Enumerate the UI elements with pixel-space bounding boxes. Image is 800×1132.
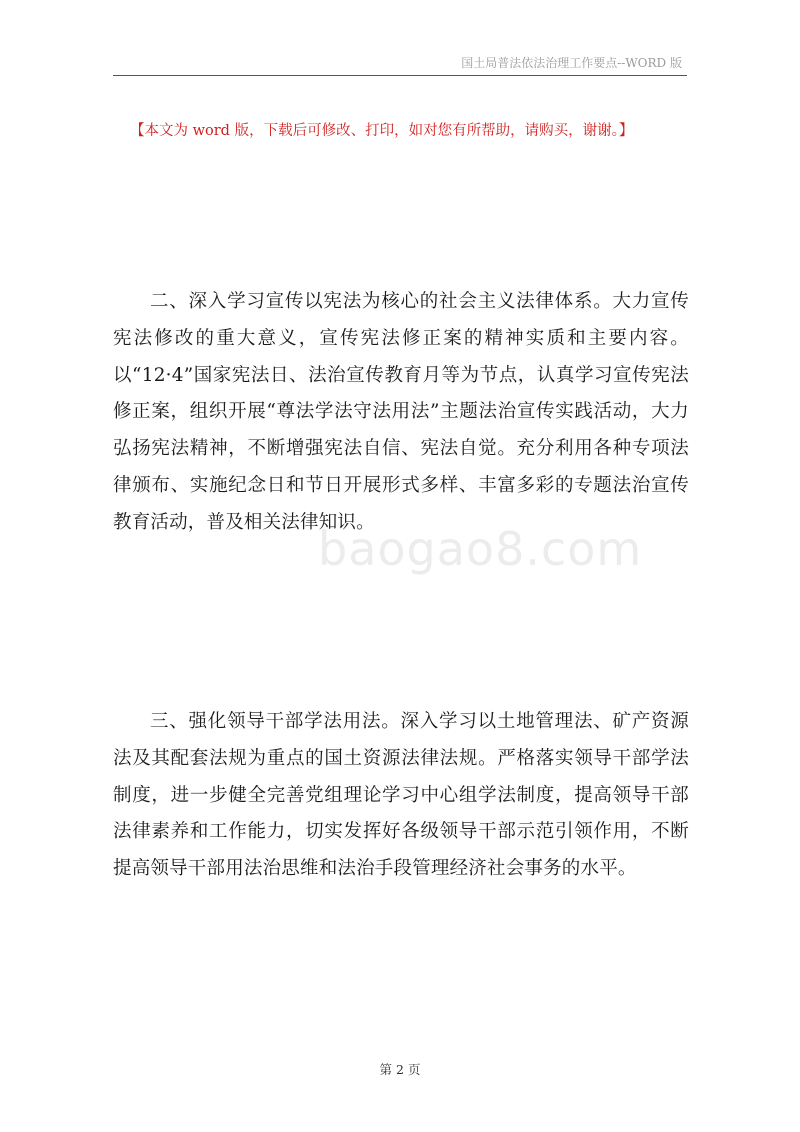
header-title: 国土局普法依法治理工作要点--WORD 版 [461,56,682,70]
paragraph-section-3: 三、强化领导干部学法用法。深入学习以土地管理法、矿产资源法及其配套法规为重点的国土资源法律法规。严格落实领导干部学法制度，进一步健全完善党组理论学习中心组学法制度，提高领导干部法律素养和工作能力，切实发挥好各级领导干部示范引领作用，不断提高领导干部用法治思维和法治手段管理经济社会事务的水平。 [113,711,689,880]
header-divider [113,75,687,76]
watermark: baogao8.com [318,522,643,576]
page-number: 第 2 页 [379,1062,421,1077]
paragraph-section-2: 二、深入学习宣传以宪法为核心的社会主义法律体系。大力宣传宪法修改的重大意义，宣传宪法修正案的精神实质和主要内容。以“12·4”国家宪法日、法治宣传教育月等为节点，认真学习宣传宪法修正案，组织开展“尊法学法守法用法”主题法治宣传实践活动，大力弘扬宪法精神，不断增强宪法自信、宪法自觉。充分利用各种专项法律颁布、实施纪念日和节日开展形式多样、丰富多彩的专题法治宣传教育活动，普及相关法律知识。 [113,291,689,533]
purchase-notice: 【本文为 word 版，下载后可修改、打印，如对您有所帮助，请购买，谢谢。】 [130,123,634,139]
